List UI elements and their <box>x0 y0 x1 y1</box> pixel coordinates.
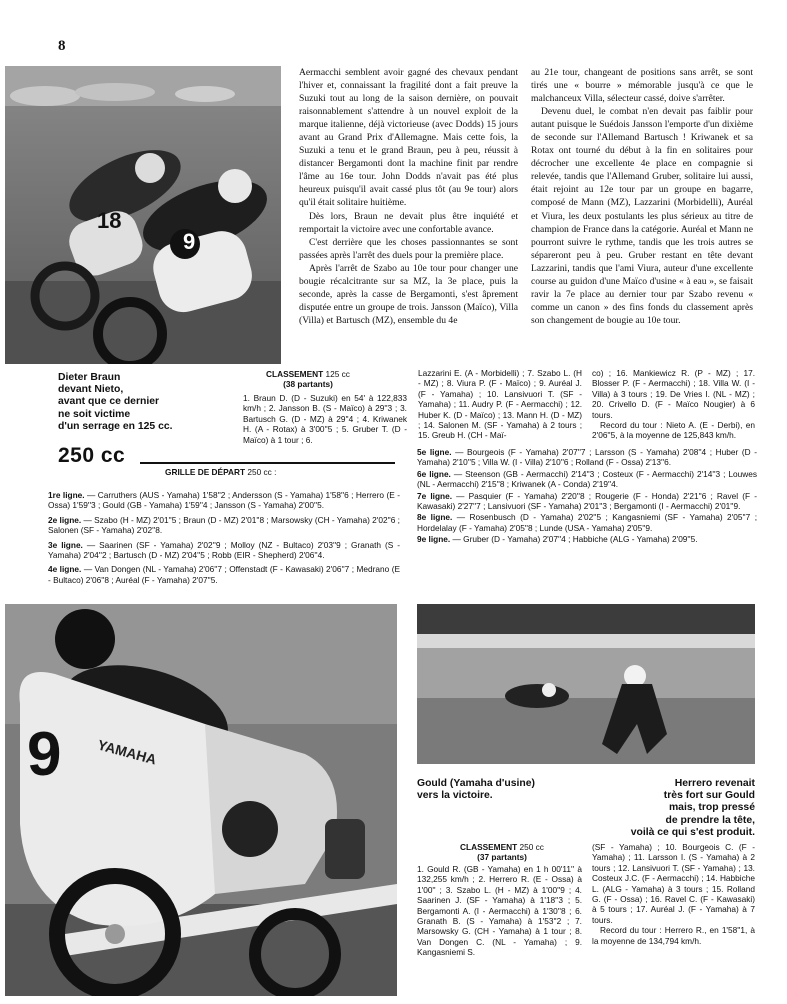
caption-line: Gould (Yamaha d'usine) <box>417 778 535 789</box>
article-paragraph: Devenu duel, le combat n'en devait pas faiblir pour autant puisque le Suédois Jansson l'emporte d'un dixième de seconde sur l'Allemand Bartusch ! Kriwanek et sa Rotax ont tourné du début à la fin en solitaires pour décrocher une excellente 4e place en compagnie si relevée, tandis que l'Allemand Gruber, solitaire lui aussi, était rejoint au 12e tour par un groupe en bagarre, composé de Mann (MZ), Lazzarini (Morbidelli), Auréal et Viura, les deux postulants les plus sérieux au titre de champion de France dans la catégorie. Auréal et Mann ne pourront suivre le rythme, tandis que les trois autres se sépareront peu à peu. Gruber restant en tête devant Lazzarini, tandis que l'ami Viura, auteur d'une excellente course au guidon d'une Maïco d'usine « à eau », se faisait ravir la 7e place au dernier tour par Szabo revenu « comme un canon » des fins fonds du classement après son changement de bougie au 10e tour. <box>531 106 753 326</box>
grille-title: GRILLE DE DÉPART <box>165 467 246 477</box>
classement-125-col2: Lazzarini E. (A - Morbidelli) ; 7. Szabo L. (H - MZ) ; 8. Viura P. (F - Maïco) ; 9. Auréal J. (F - Yamaha) ; 10. Lansivuori T. (SF - Yamaha) ; 11. Audry P. (F - Aermacchi) ; 12. Huber K. (D - Maïco) ; 13. Mann H. (D - MZ) ; 14. Salonen M. (SF - Yamaha) à 2 tours ; 15. Greub H. (CH - Maï- <box>418 368 582 441</box>
caption-herrero <box>592 778 755 839</box>
caption-line: d'un serrage en 125 cc. <box>58 420 173 432</box>
page-number: 8 <box>58 38 66 54</box>
grille-row: 5e ligne. — Bourgeois (F - Yamaha) 2'07''7 ; Larsson (S - Yamaha) 2'08''4 ; Huber (D - Yamaha) 2'10''5 ; Villa W. (I - Villa) 2'10''6 ; Rolland (F - Ossa) 2'13''6. <box>417 447 758 468</box>
classement-cc: 250 cc <box>519 842 544 852</box>
caption-line: de prendre la tête, <box>665 814 755 826</box>
article-paragraph: Après l'arrêt de Szabo au 10e tour pour changer une bougie récalcitrante sur sa MZ, la 3e place, puis la seconde, après la casse de Bergamonti, s'est âprement disputée entre un groupe de trois. Jansson (Maïco), Villa (Villa) et Bartusch (MZ), ensemble du 4e <box>299 262 518 326</box>
classement-250-col1: 1. Gould R. (GB - Yamaha) en 1 h 00'11'' à 132,255 km/h ; 2. Herrero R. (E - Ossa) à 1'00'' ; 3. Szabo L. (H - MZ) à 1'00''9 ; 4. Saarinen J. (SF - Yamaha) à 1'18''3 ; 5. Bergamonti A. (I - Aermacchi) à 1'30''8 ; 6. Granath B. (S - Yamaha) à 1'53''2 ; 7. Marsowsky G. (CH - Yamaha) à 1 tour ; 8. Van Dongen C. (NL - Yamaha) ; 9. Kangasniemi S. <box>417 864 582 958</box>
article-column-2 <box>531 66 753 327</box>
caption-braun <box>58 372 248 433</box>
classement-title: CLASSEMENT <box>266 369 324 379</box>
grille-row: 4e ligne. — Van Dongen (NL - Yamaha) 2'06''7 ; Offenstadt (F - Kawasaki) 2'06''7 ; Medrano (E - Bultaco) 2'06''8 ; Auréal (F - Yamaha) 2'07''5. <box>48 564 400 585</box>
caption-line: mais, trop pressé <box>668 802 755 814</box>
caption-line: Dieter Braun <box>58 372 121 383</box>
race-number-18: 18 <box>97 208 122 233</box>
section-250-title: 250 cc <box>58 444 126 467</box>
classement-250-heading <box>417 842 587 862</box>
grille-row: 9e ligne. — Gruber (D - Yamaha) 2'07''4 ; Habbiche (ALG - Yamaha) 2'09''5. <box>417 534 698 545</box>
classement-125-col1: 1. Braun D. (D - Suzuki) en 54' à 122,833 km/h ; 2. Jansson B. (S - Maïco) à 29''3 ; 3. Bartusch G. (D - MZ) à 29''4 ; 4. Kriwanek H. (A - Rotax) à 3'00''5 ; 5. Gruber T. (D - Maïco) à 1 tour ; 6. <box>243 393 407 445</box>
classement-title: CLASSEMENT <box>460 842 518 852</box>
grille-row: 2e ligne. — Szabo (H - MZ) 2'01''5 ; Braun (D - MZ) 2'01''8 ; Marsowsky (CH - Yamaha) 2'02''6 ; Salonen (SF - Yamaha) 2'02''8. <box>48 514 400 536</box>
classement-cc: 125 cc <box>325 369 350 379</box>
article-paragraph: au 21e tour, changeant de positions sans arrêt, se sont tirés une « bourre » mémorable jusqu'à ce que le malchanceux Villa, sélecteur cassé, doive s'arrêter. <box>531 67 753 105</box>
caption-gould <box>417 778 587 802</box>
race-number-9-gould: 9 <box>27 720 62 789</box>
grille-cc: 250 cc : <box>247 467 277 477</box>
classement-text: co) ; 16. Mankiewicz R. (P - MZ) ; 17. Blosser P. (F - Aermacchi) ; 18. Villa W. (I - Villa) à 3 tours ; 19. De Vries I. (NL - MZ) ; 20. Crivello D. (F - Maïco Nougier) à 6 tours. <box>592 368 755 420</box>
classement-125-col3 <box>592 368 755 441</box>
grille-right <box>417 447 757 545</box>
record-du-tour: Record du tour : Herrero R., en 1'58''1, à la moyenne de 134,794 km/h. <box>592 925 755 946</box>
caption-line: ne soit victime <box>58 408 131 420</box>
article-paragraph: C'est derrière que les choses passionnantes se sont passées après l'arrêt des duels pour la première place. <box>299 236 518 261</box>
fairing-text: YAMAHA <box>95 736 159 768</box>
grille-row: 8e ligne. — Rosenbusch (D - Yamaha) 2'02''5 ; Kangasniemi (SF - Yamaha) 2'05''7 ; Hordelalay (F - Yamaha) 2'05''8 ; Lunde (USA - Yamaha) 2'05''9. <box>417 512 757 533</box>
caption-line: avant que ce dernier <box>58 396 160 408</box>
classement-250-col2 <box>592 842 755 946</box>
classement-partants: (37 partants) <box>477 852 527 863</box>
caption-line: devant Nieto, <box>58 384 124 396</box>
grille-row: 7e ligne. — Pasquier (F - Yamaha) 2'20''8 ; Rougerie (F - Honda) 2'21''6 ; Ravel (F - Kawasaki) 2'27''7 ; Lansivuori (SF - Yamaha) 2'01''3 ; Bergamonti (I - Aermacchi) 2'01''9. <box>417 490 757 512</box>
grille-heading <box>165 467 365 477</box>
caption-line: Herrero revenait <box>674 778 755 789</box>
article-column-1 <box>299 66 518 327</box>
photo-braun-nieto <box>5 66 281 364</box>
race-number-9-top: 9 <box>183 229 196 254</box>
caption-line: vers la victoire. <box>417 790 493 802</box>
caption-line: voilà ce qui s'est produit. <box>630 826 755 838</box>
classement-partants: (38 partants) <box>283 379 333 390</box>
caption-line: très fort sur Gould <box>663 790 755 802</box>
grille-row: 6e ligne. — Steenson (GB - Aermacchi) 2'14''3 ; Costeux (F - Aermacchi) 2'14''3 ; Louwes (NL - Aermacchi) 2'15''8 ; Kriwanek (A - Conda) 2'19''4. <box>417 468 757 490</box>
photo-gould <box>5 604 397 996</box>
classement-125-heading <box>228 369 388 389</box>
article-paragraph: Aermacchi semblent avoir gagné des chevaux pendant l'hiver et, connaissant la fragilité dont a fait preuve la Suzuki tout au long de la saison dernière, on pouvait raisonnablement s'attendre à un nouvel exploit de la marque italienne, déjà victorieuse (avec Dodds) 15 jours avant au Grand Prix d'Allemagne. Mais cette fois, la Suzuki a tenu et le grand Braun, peu à peu, réussit à distancer Bergamonti dont la machine finit par rendre l'âme au 16e tour. John Dodds n'avait pas été plus heureux puisqu'il avait cassé plus tôt (au 9e tour) alors qu'il était solitaire huitième. <box>299 67 518 209</box>
grille-row: 1re ligne. — Carruthers (AUS - Yamaha) 1'58''2 ; Andersson (S - Yamaha) 1'58''6 ; Herrero (E - Ossa) 1'59''3 ; Gould (GB - Yamaha) 1'59''4 ; Jansson (S - Yamaha) 2'00''5. <box>48 490 400 511</box>
grille-row: 3e ligne. — Saarinen (SF - Yamaha) 2'02''9 ; Molloy (NZ - Bultaco) 2'03''9 ; Granath (S - Yamaha) 2'04''2 ; Bartusch (D - MZ) 2'04''5 ; Robb (EIR - Shepherd) 2'06''4. <box>48 539 401 561</box>
record-du-tour: Record du tour : Nieto A. (E - Derbi), en 2'06''5, à la moyenne de 125,843 km/h. <box>592 420 755 441</box>
classement-text: (SF - Yamaha) ; 10. Bourgeois C. (F - Yamaha) ; 11. Larsson I. (S - Yamaha) à 2 tours ; 12. Lansivuori T. (SF - Yamaha) ; 13. Costeux J.C. (F - Aermacchi) ; 14. Habbiche L. (ALG - Yamaha) à 3 tours ; 15. Rolland G. (F - Ossa) ; 16. Ravel C. (F - Kawasaki) à 5 tours ; 17. Auréal J. (F - Yamaha) à 7 tours. <box>592 842 755 925</box>
grille-left <box>48 490 400 585</box>
article-paragraph: Dès lors, Braun ne devait plus être inquiété et remportait la victoire avec une confortable avance. <box>299 210 518 235</box>
photo-herrero <box>417 604 755 764</box>
section-rule <box>140 462 395 464</box>
